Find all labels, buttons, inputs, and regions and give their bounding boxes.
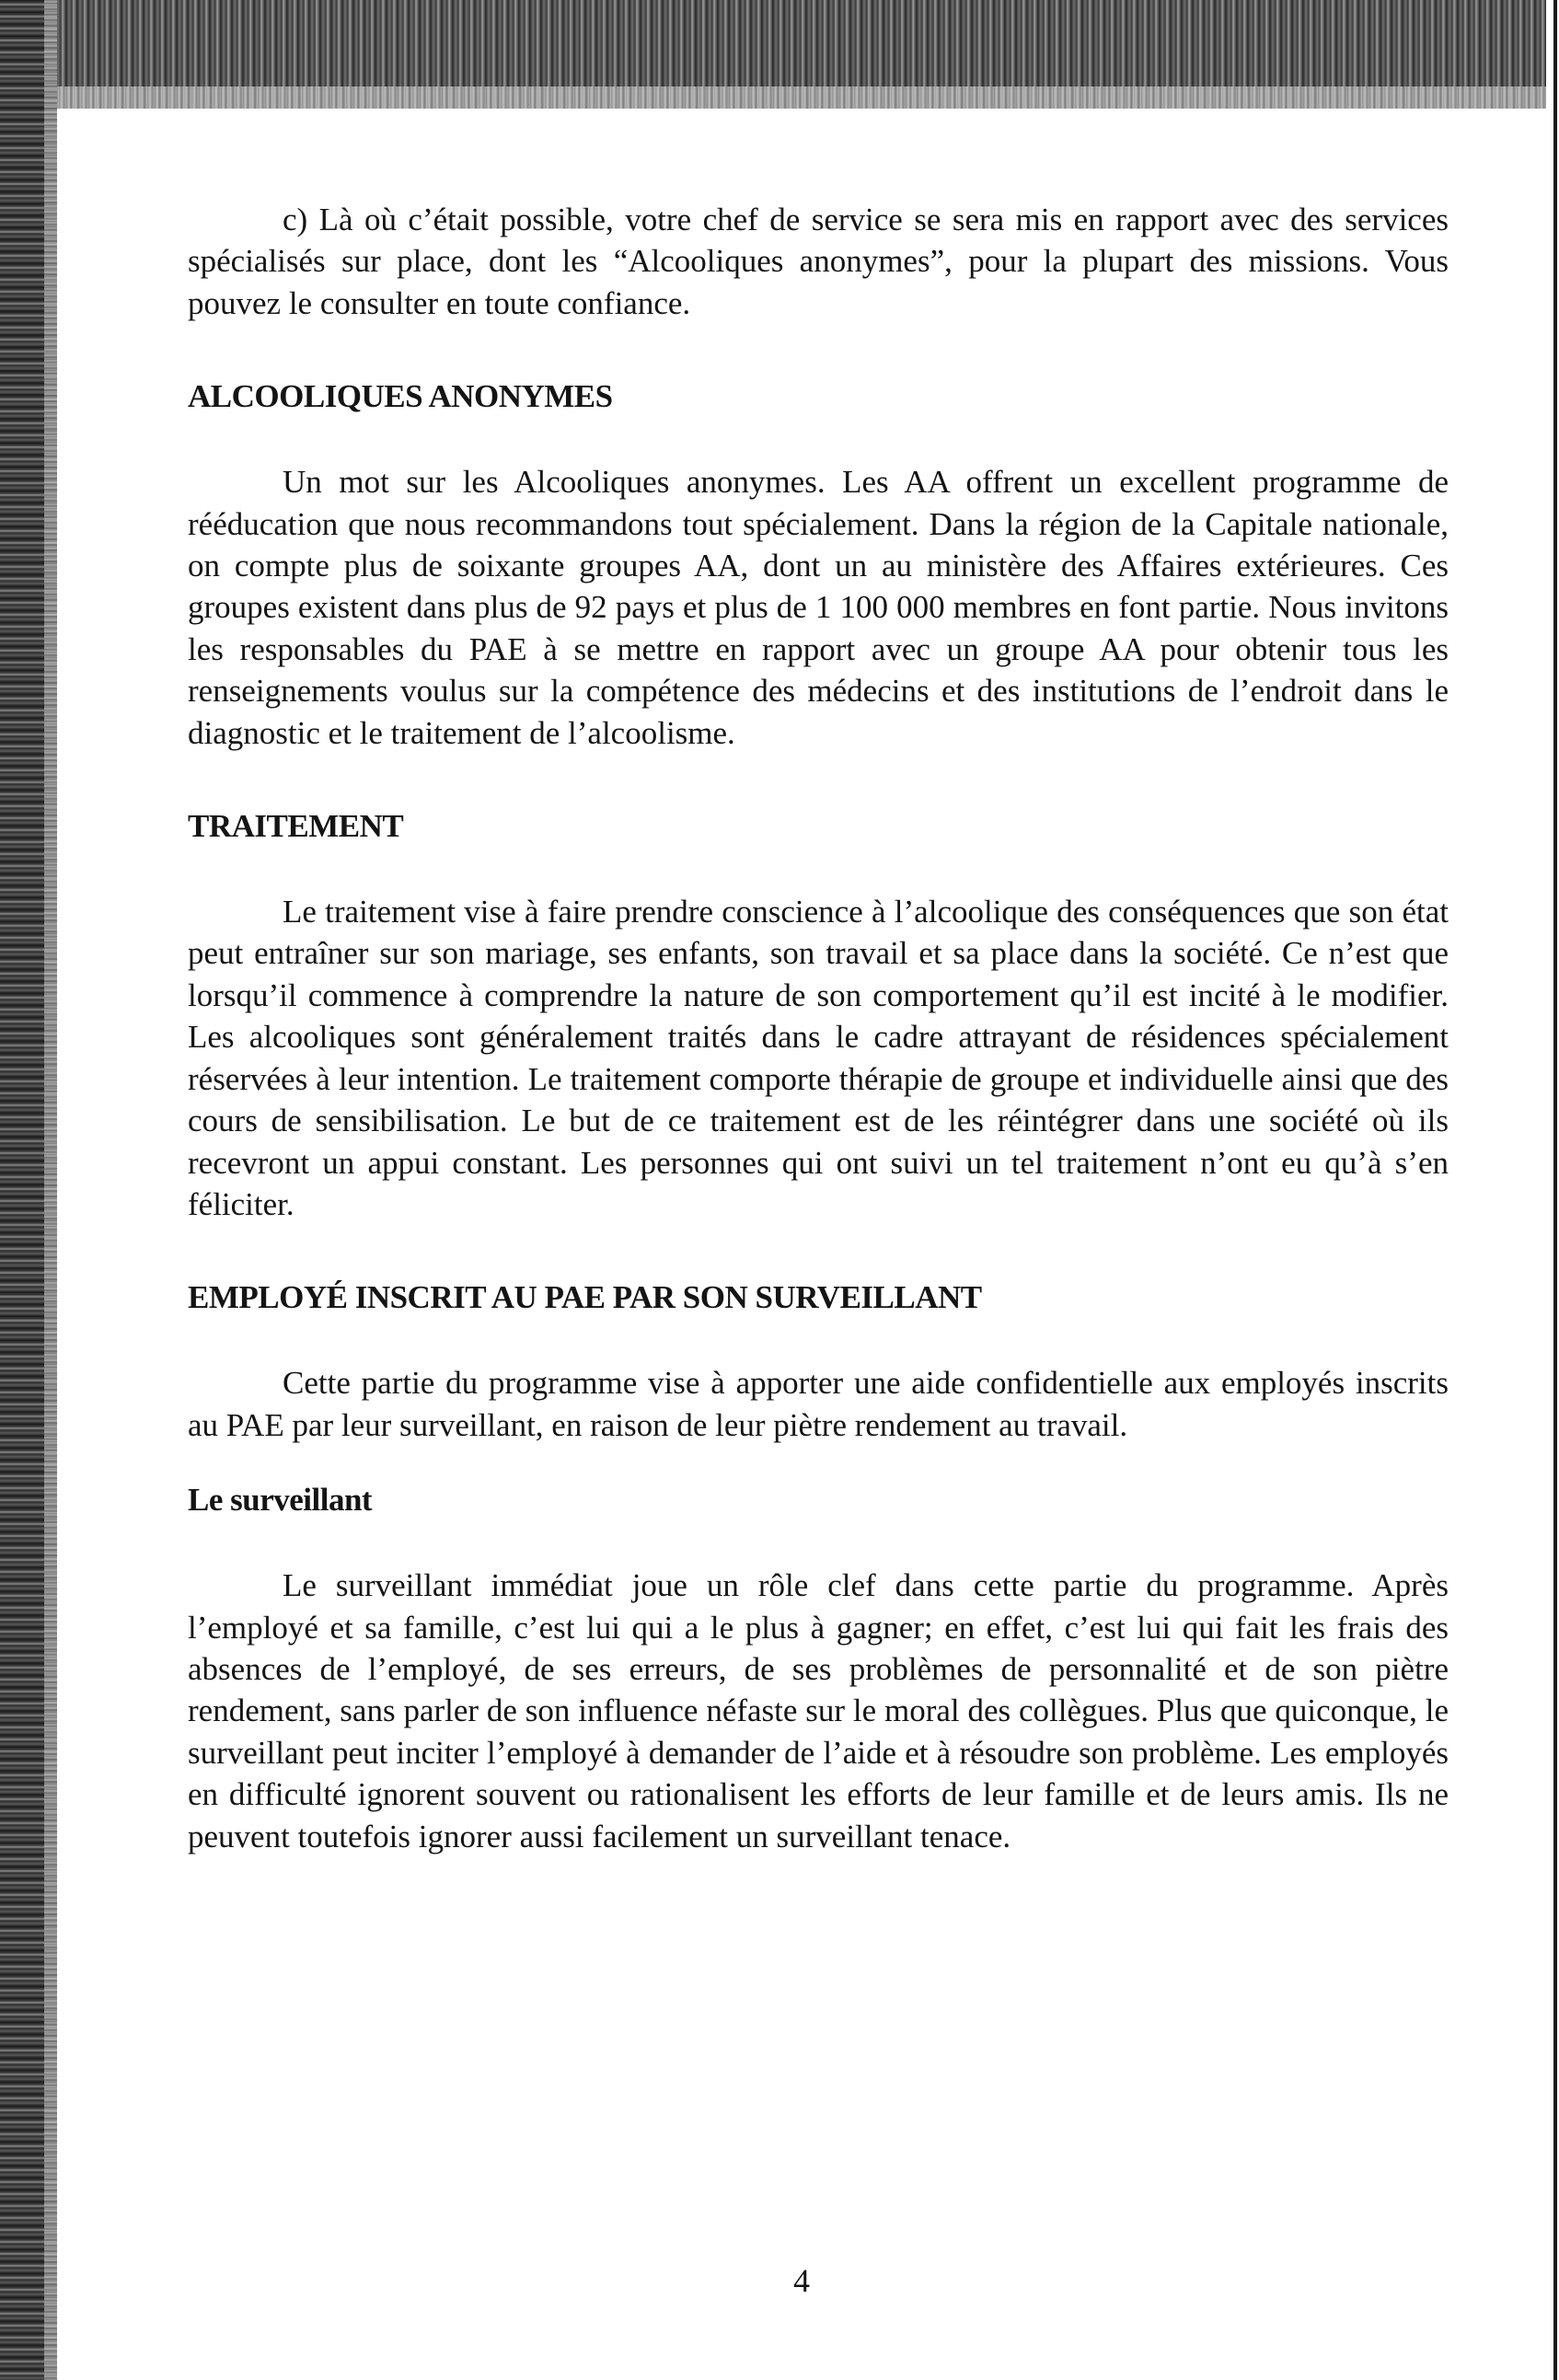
section-paragraph-alcooliques-anonymes: Un mot sur les Alcooliques anonymes. Les AA offrent un excellent programme de rééducation que nous recommandons tout spécialement. Dans la région de la Capitale nationale, on compte plus de soixante groupes AA, dont un au ministère des Affaires extérieures. Ces groupes existent dans plus de 92 pays et plus de 1 100 000 membres en font partie. Nous invitons les responsables du PAE à se mettre en rapport avec un groupe AA pour obtenir tous les renseignements voulus sur la compétence des médecins et des institutions de l’endroit dans le diagnostic et le traitement de l’alcoolisme. xyxy=(188,464,1449,751)
section-heading-alcooliques-anonymes: ALCOOLIQUES ANONYMES xyxy=(188,378,613,415)
section-heading-traitement: TRAITEMENT xyxy=(188,808,404,845)
section-heading-employe-inscrit: EMPLOYÉ INSCRIT AU PAE PAR SON SURVEILLANT xyxy=(188,1279,982,1316)
scan-border-top xyxy=(0,0,1559,109)
scan-border-left xyxy=(0,0,57,2380)
section-paragraph-employe-inscrit: Cette partie du programme vise à apporter une aide confidentielle aux employés inscrits au PAE par leur surveillant, en raison de leur piètre rendement au travail. xyxy=(188,1365,1449,1443)
section-paragraph-traitement: Le traitement vise à faire prendre conscience à l’alcoolique des conséquences que son état peut entraîner sur son mariage, ses enfants, son travail et sa place dans la société. Ce n’est que lorsqu’il commence à comprendre la nature de son comportement qu’il est incité à le modifier. Les alcooliques sont généralement traités dans le cadre attrayant de résidences spécialement réservées à leur intention. Le traitement comporte thérapie de groupe et individuelle ainsi que des cours de sensibilisation. Le but de ce traitement est de les réintégrer dans une société où ils recevront un appui constant. Les personnes qui ont suivi un tel traitement n’ont eu qu’à s’en féliciter. xyxy=(188,894,1449,1222)
subsection-heading-surveillant: Le surveillant xyxy=(188,1482,373,1519)
subsection-paragraph-surveillant: Le surveillant immédiat joue un rôle clef dans cette partie du programme. Après l’employé et sa famille, c’est lui qui a le plus à gagner; en effet, c’est lui qui fait les frais des absences de l’employé, de ses erreurs, de ses problèmes de personnalité et de son piètre rendement, sans parler de son influence néfaste sur le moral des collègues. Plus que quiconque, le surveillant peut inciter l’employé à demander de l’aide et à résoudre son problème. Les employés en difficulté ignorent souvent ou rationalisent les efforts de leur famille et de leurs amis. Ils ne peuvent toutefois ignorer aussi facilement un surveillant tenace. xyxy=(188,1567,1449,1854)
scan-border-right xyxy=(1546,0,1559,2380)
page-number: 4 xyxy=(793,2262,810,2299)
page-content xyxy=(188,199,1449,1857)
document-page xyxy=(57,109,1546,2380)
intro-paragraph: c) Là où c’était possible, votre chef de service se sera mis en rapport avec des services spécialisés sur place, dont les “Alcooliques anonymes”, pour la plupart des missions. Vous pouvez le consulter en toute confiance. xyxy=(188,202,1449,321)
